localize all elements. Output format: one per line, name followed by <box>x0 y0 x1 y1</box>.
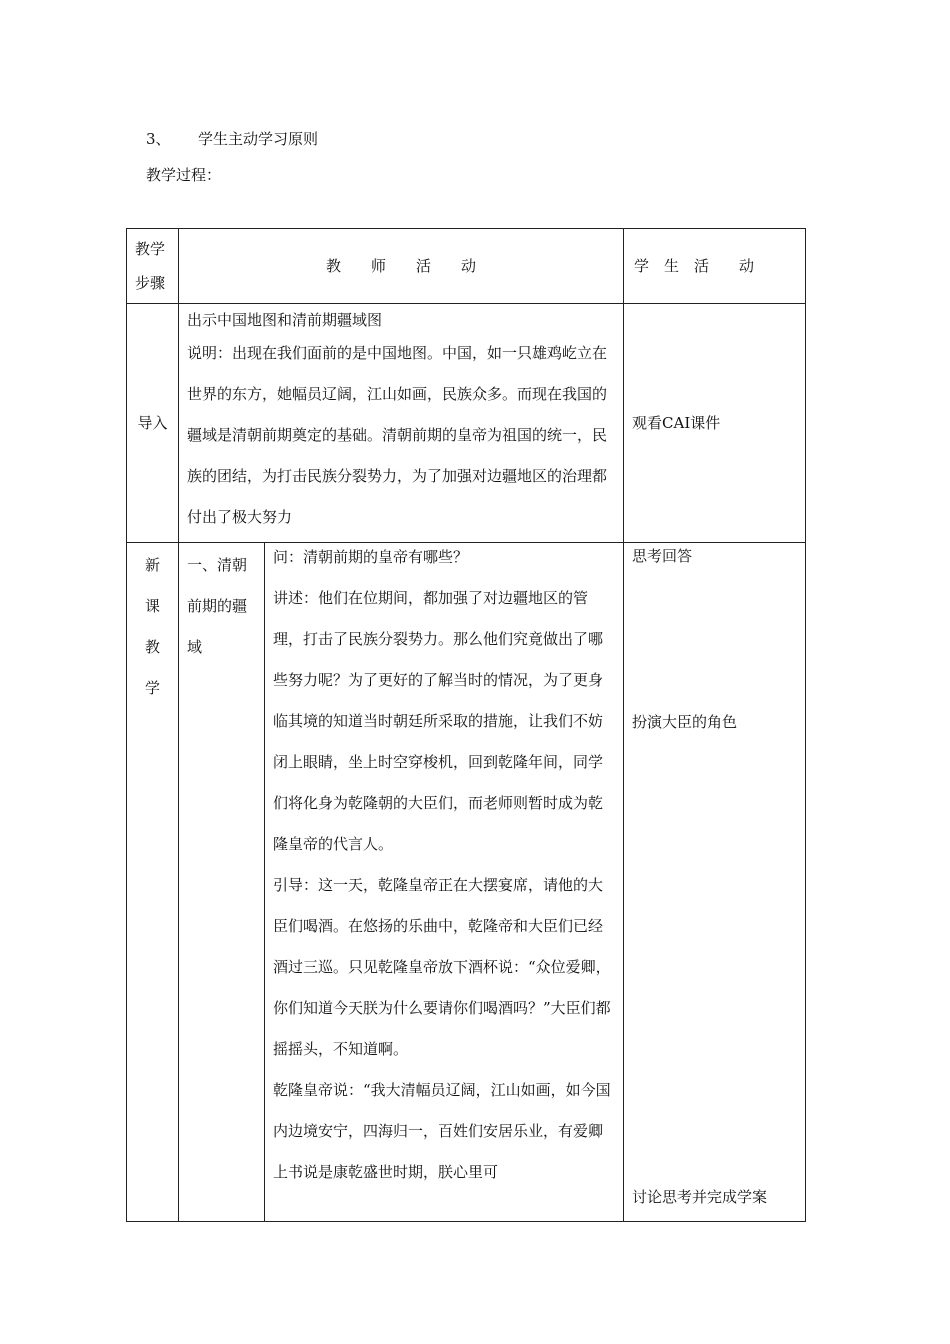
new-lesson-step-char: 课 <box>144 597 160 615</box>
new-lesson-content <box>265 543 624 1222</box>
intro-content-rest: 说明：出现在我们面前的是中国地图。中国，如一只雄鸡屹立在世界的东方，她幅员辽阔，江山如画，民族众多。而现在我国的疆域是清朝前期奠定的基础。清朝前期的皇帝为祖国的统一，民族的团结，为打击民族分裂势力，为了加强对边疆地区的治理都付出了极大努力 <box>187 344 608 526</box>
emperor-text: 乾隆皇帝说：“我大清幅员辽阔，江山如画，如今国内边境安宁，四海归一，百姓们安居乐业，有爱卿上书说是康乾盛世时期，朕心里可 <box>273 1081 611 1181</box>
intro-student: 观看CAI课件 <box>624 304 806 543</box>
heading-number: 3、 <box>146 130 171 148</box>
header-teacher: 教 师 活 动 <box>179 229 624 304</box>
heading-text: 学生主动学习原则 <box>198 130 319 148</box>
guide-text: 引导：这一天，乾隆皇帝正在大摆宴席，请他的大臣们喝酒。在悠扬的乐曲中，乾隆帝和大臣们已经酒过三巡。只见乾隆皇帝放下酒杯说：“众位爱卿，你们知道今天朕为什么要请你们喝酒吗？”大臣们都摇摇头，不知道啊。 <box>273 876 611 1058</box>
header-student: 学 生 活 动 <box>624 229 806 304</box>
sub-topic: 一、清朝前期的疆域 <box>179 543 265 1222</box>
table-row-intro <box>127 304 806 543</box>
new-lesson-step-char: 教 <box>144 638 160 656</box>
intro-content-first: 出示中国地图和清前期疆域图 <box>187 311 383 329</box>
student-item: 扮演大臣的角色 <box>632 713 738 731</box>
explain-text: 讲述：他们在位期间，都加强了对边疆地区的管理，打击了民族分裂势力。那么他们究竟做出了哪些努力呢？为了更好的了解当时的情况，为了更身临其境的知道当时朝廷所采取的措施，让我们不妨闭上眼睛，坐上时空穿梭机，回到乾隆年间，同学们将化身为乾隆朝的大臣们，而老师则暂时成为乾隆皇帝的代言人。 <box>273 589 604 853</box>
table-row-new-lesson <box>127 543 806 1222</box>
table-header-row <box>127 229 806 304</box>
new-lesson-student <box>624 543 806 1222</box>
student-item: 讨论思考并完成学案 <box>632 1188 768 1206</box>
lesson-table <box>126 228 806 1222</box>
intro-content <box>179 304 624 543</box>
section-heading <box>146 128 318 149</box>
intro-step: 导入 <box>127 304 179 543</box>
new-lesson-step-char: 学 <box>144 679 160 697</box>
question-text: 问：清朝前期的皇帝有哪些？ <box>273 548 469 566</box>
header-step-text: 教学步骤 <box>135 240 166 292</box>
new-lesson-step <box>127 543 179 1222</box>
header-step <box>127 229 179 304</box>
new-lesson-step-char: 新 <box>144 556 160 574</box>
process-label: 教学过程： <box>146 166 222 184</box>
student-item: 思考回答 <box>632 547 693 565</box>
